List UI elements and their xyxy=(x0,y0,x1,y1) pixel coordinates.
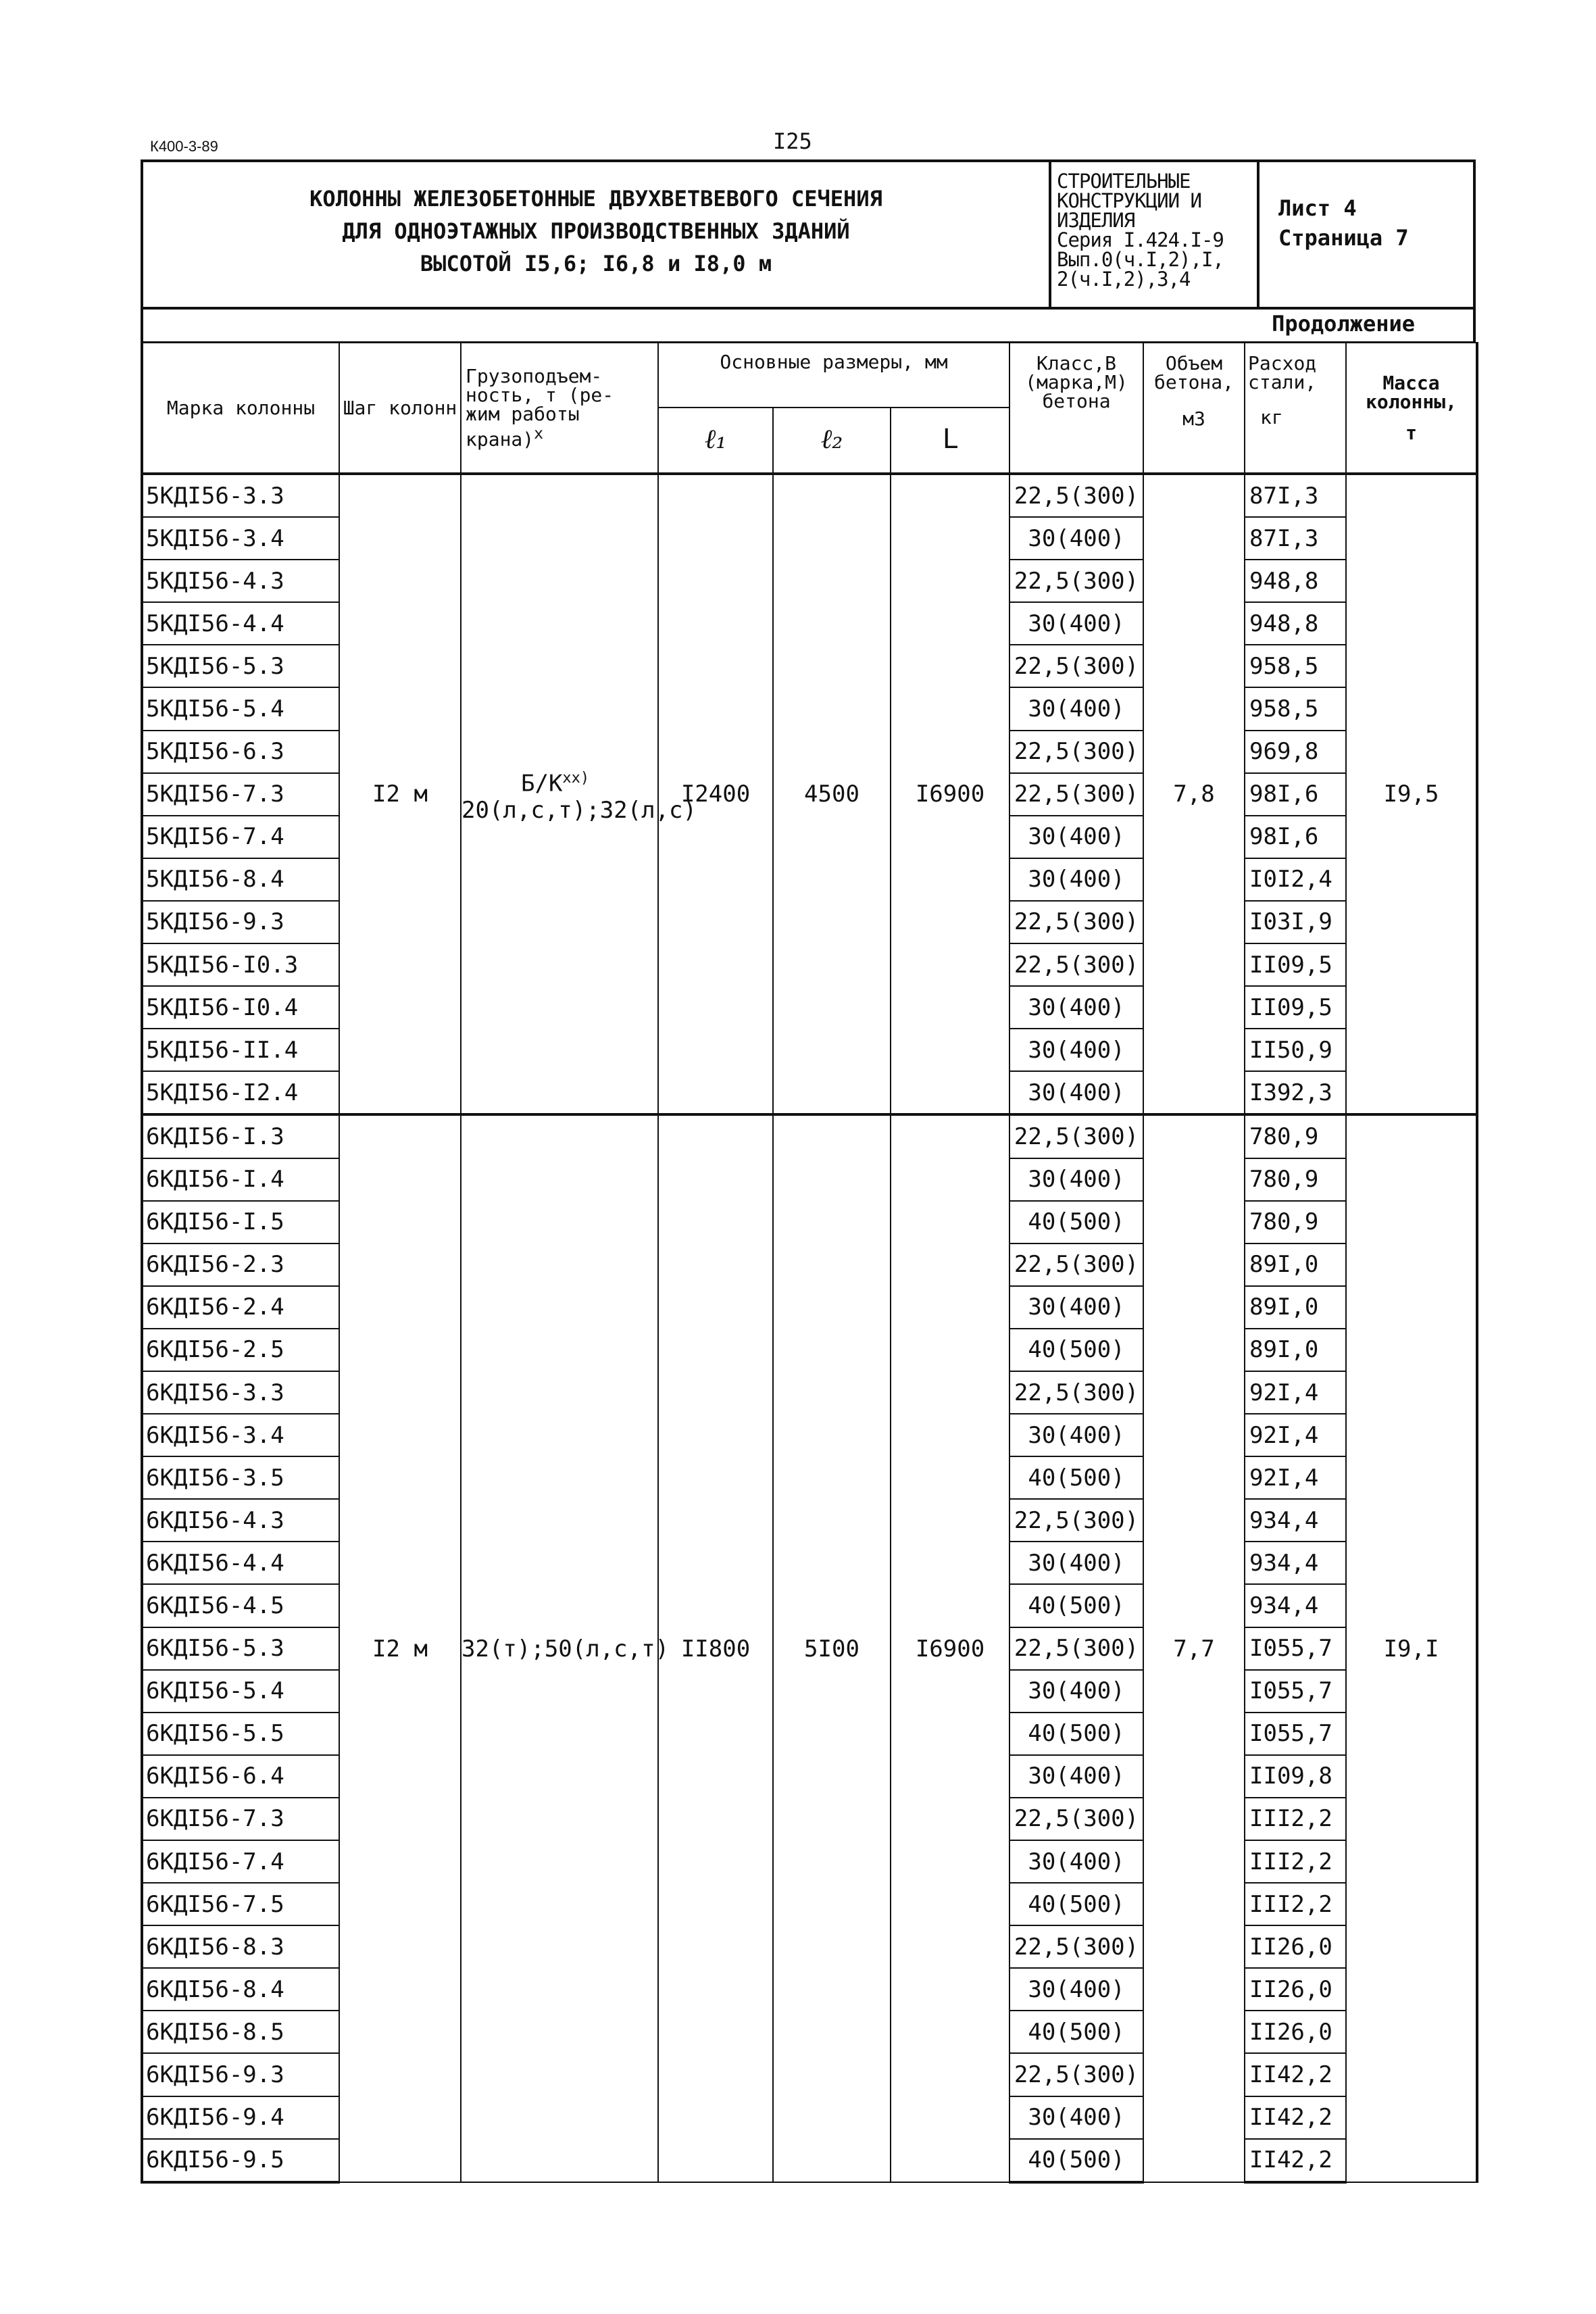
steel-consumption: 780,9 xyxy=(1245,1114,1346,1158)
concrete-class: 30(400) xyxy=(1009,1158,1143,1201)
column-mark: 6КДI56-9.4 xyxy=(142,2096,339,2139)
column-mark: 5КДI56-5.4 xyxy=(142,687,339,730)
concrete-class: 40(500) xyxy=(1009,2011,1143,2053)
document-title xyxy=(143,182,1049,280)
concrete-class: 30(400) xyxy=(1009,1286,1143,1329)
column-mark: 6КДI56-3.4 xyxy=(142,1414,339,1456)
concrete-class: 22,5(300) xyxy=(1009,1627,1143,1670)
header-capacity: Грузоподъем- ность, т (ре- жим работы крана)$^х$ xyxy=(461,343,658,474)
column-mark: 6КДI56-8.3 xyxy=(142,1925,339,1968)
concrete-class: 22,5(300) xyxy=(1009,1499,1143,1542)
dim-l1: I2400 xyxy=(658,474,773,1114)
column-mark: 6КДI56-7.3 xyxy=(142,1798,339,1840)
title-line: ВЫСОТОЙ I5,6; I6,8 и I8,0 м xyxy=(420,251,772,276)
series-line: КОНСТРУКЦИИ И xyxy=(1057,189,1201,212)
steel-consumption: II42,2 xyxy=(1245,2096,1346,2139)
steel-consumption: 87I,3 xyxy=(1245,474,1346,517)
concrete-class: 22,5(300) xyxy=(1009,731,1143,773)
steel-consumption: II42,2 xyxy=(1245,2053,1346,2096)
steel-consumption: 934,4 xyxy=(1245,1499,1346,1542)
column-mark: 6КДI56-2.4 xyxy=(142,1286,339,1329)
column-mark: 5КДI56-9.3 xyxy=(142,901,339,943)
column-mark: 5КДI56-I0.3 xyxy=(142,943,339,986)
capacity-mode: Б/К xyxy=(521,769,563,797)
column-mark: 5КДI56-6.3 xyxy=(142,731,339,773)
concrete-class: 22,5(300) xyxy=(1009,901,1143,943)
steel-consumption: II26,0 xyxy=(1245,1925,1346,1968)
steel-consumption: 934,4 xyxy=(1245,1542,1346,1584)
columns-table xyxy=(141,342,1478,2184)
steel-consumption: II09,5 xyxy=(1245,943,1346,986)
document-code: К400-3-89 xyxy=(150,138,218,155)
table-row xyxy=(142,474,1477,517)
concrete-class: 30(400) xyxy=(1009,517,1143,560)
header-volume: Объем бетона, м3 xyxy=(1143,343,1245,474)
concrete-class: 30(400) xyxy=(1009,1968,1143,2011)
crane-capacity: 32(т);50(л,с,т) xyxy=(461,1114,658,2182)
concrete-class: 30(400) xyxy=(1009,858,1143,901)
steel-consumption: I055,7 xyxy=(1245,1627,1346,1670)
steel-consumption: 89I,0 xyxy=(1245,1329,1346,1371)
concrete-class: 40(500) xyxy=(1009,1201,1143,1244)
steel-consumption: 87I,3 xyxy=(1245,517,1346,560)
dim-l2: 5I00 xyxy=(773,1114,891,2182)
column-mark: 5КДI56-7.4 xyxy=(142,816,339,858)
steel-consumption: I0I2,4 xyxy=(1245,858,1346,901)
column-mark: 5КДI56-I2.4 xyxy=(142,1071,339,1114)
divider xyxy=(1049,162,1051,307)
steel-consumption: 89I,0 xyxy=(1245,1244,1346,1286)
column-mark: 5КДI56-4.3 xyxy=(142,560,339,602)
series-line: ИЗДЕЛИЯ xyxy=(1057,209,1135,232)
steel-consumption: III2,2 xyxy=(1245,1883,1346,1925)
steel-consumption: II09,5 xyxy=(1245,986,1346,1029)
steel-consumption: 958,5 xyxy=(1245,687,1346,730)
steel-consumption: II42,2 xyxy=(1245,2139,1346,2182)
concrete-class: 30(400) xyxy=(1009,1542,1143,1584)
column-mark: 6КДI56-5.5 xyxy=(142,1713,339,1755)
series-line: Серия I.424.I-9 xyxy=(1057,228,1224,251)
column-mark: 6КДI56-6.4 xyxy=(142,1755,339,1798)
column-mark: 5КДI56-3.3 xyxy=(142,474,339,517)
steel-consumption: II26,0 xyxy=(1245,2011,1346,2053)
concrete-class: 30(400) xyxy=(1009,2096,1143,2139)
column-mark: 6КДI56-5.4 xyxy=(142,1670,339,1713)
column-mass: I9,5 xyxy=(1346,474,1477,1114)
column-step: I2 м xyxy=(339,1114,461,2182)
divider xyxy=(1257,162,1260,307)
concrete-class: 22,5(300) xyxy=(1009,1798,1143,1840)
steel-consumption: II50,9 xyxy=(1245,1029,1346,1071)
sheet-number: Лист 4 xyxy=(1278,195,1357,221)
steel-consumption: I055,7 xyxy=(1245,1713,1346,1755)
steel-consumption: 969,8 xyxy=(1245,731,1346,773)
steel-consumption: III2,2 xyxy=(1245,1840,1346,1883)
series-line: Вып.0(ч.I,2),I, xyxy=(1057,248,1224,271)
column-step: I2 м xyxy=(339,474,461,1114)
steel-consumption: 780,9 xyxy=(1245,1158,1346,1201)
steel-consumption: 958,5 xyxy=(1245,645,1346,687)
sheet-info xyxy=(1278,193,1409,253)
header-L: L xyxy=(891,408,1009,474)
column-mark: 6КДI56-2.3 xyxy=(142,1244,339,1286)
steel-consumption: II26,0 xyxy=(1245,1968,1346,2011)
steel-consumption: I03I,9 xyxy=(1245,901,1346,943)
column-mark: 5КДI56-5.3 xyxy=(142,645,339,687)
steel-consumption: I392,3 xyxy=(1245,1071,1346,1114)
capacity-values: 20(л,с,т);32(л,с) xyxy=(462,796,697,824)
concrete-volume: 7,8 xyxy=(1143,474,1245,1114)
column-mark: 5КДI56-8.4 xyxy=(142,858,339,901)
concrete-volume: 7,7 xyxy=(1143,1114,1245,2182)
header-l2: ℓ₂ xyxy=(773,408,891,474)
column-mark: 6КДI56-I.3 xyxy=(142,1114,339,1158)
dim-l2: 4500 xyxy=(773,474,891,1114)
capacity-note: хх) xyxy=(562,769,590,787)
concrete-class: 22,5(300) xyxy=(1009,645,1143,687)
column-mass: I9,I xyxy=(1346,1114,1477,2182)
concrete-class: 22,5(300) xyxy=(1009,1371,1143,1414)
steel-consumption: II09,8 xyxy=(1245,1755,1346,1798)
column-mark: 5КДI56-7.3 xyxy=(142,773,339,816)
concrete-class: 40(500) xyxy=(1009,1456,1143,1499)
steel-consumption: I055,7 xyxy=(1245,1670,1346,1713)
header-steel: Расход стали, кг xyxy=(1245,343,1346,474)
column-mark: 5КДI56-II.4 xyxy=(142,1029,339,1071)
dim-L: I6900 xyxy=(891,1114,1009,2182)
table-row xyxy=(142,1114,1477,1158)
header-step: Шаг колонн xyxy=(339,343,461,474)
page-label: Страница 7 xyxy=(1278,225,1409,251)
steel-consumption: 98I,6 xyxy=(1245,773,1346,816)
steel-consumption: 780,9 xyxy=(1245,1201,1346,1244)
steel-consumption: 92I,4 xyxy=(1245,1414,1346,1456)
column-mark: 6КДI56-7.4 xyxy=(142,1840,339,1883)
table-body xyxy=(142,474,1477,2182)
header-mark: Марка колонны xyxy=(142,343,339,474)
continuation-label: Продолжение xyxy=(1272,311,1415,337)
concrete-class: 22,5(300) xyxy=(1009,1244,1143,1286)
column-mark: 6КДI56-8.5 xyxy=(142,2011,339,2053)
steel-consumption: 92I,4 xyxy=(1245,1371,1346,1414)
column-mark: 6КДI56-3.3 xyxy=(142,1371,339,1414)
column-mark: 6КДI56-I.5 xyxy=(142,1201,339,1244)
concrete-class: 30(400) xyxy=(1009,986,1143,1029)
steel-consumption: 89I,0 xyxy=(1245,1286,1346,1329)
concrete-class: 40(500) xyxy=(1009,1713,1143,1755)
column-mark: 6КДI56-4.5 xyxy=(142,1584,339,1627)
column-mark: 6КДI56-3.5 xyxy=(142,1456,339,1499)
steel-consumption: 934,4 xyxy=(1245,1584,1346,1627)
column-mark: 5КДI56-I0.4 xyxy=(142,986,339,1029)
series-line: СТРОИТЕЛЬНЫЕ xyxy=(1057,170,1191,193)
concrete-class: 30(400) xyxy=(1009,1414,1143,1456)
dim-L: I6900 xyxy=(891,474,1009,1114)
concrete-class: 40(500) xyxy=(1009,2139,1143,2182)
concrete-class: 30(400) xyxy=(1009,1755,1143,1798)
page-number: I25 xyxy=(773,128,812,154)
header-class: Класс,В (марка,М) бетона xyxy=(1009,343,1143,474)
concrete-class: 22,5(300) xyxy=(1009,560,1143,602)
column-mark: 6КДI56-5.3 xyxy=(142,1627,339,1670)
concrete-class: 22,5(300) xyxy=(1009,773,1143,816)
header-dimensions: Основные размеры, мм xyxy=(658,343,1009,408)
title-line: ДЛЯ ОДНОЭТАЖНЫХ ПРОИЗВОДСТВЕННЫХ ЗДАНИЙ xyxy=(342,218,850,244)
column-mark: 6КДI56-I.4 xyxy=(142,1158,339,1201)
column-mark: 6КДI56-8.4 xyxy=(142,1968,339,2011)
concrete-class: 22,5(300) xyxy=(1009,2053,1143,2096)
steel-consumption: 948,8 xyxy=(1245,560,1346,602)
concrete-class: 22,5(300) xyxy=(1009,1114,1143,1158)
concrete-class: 30(400) xyxy=(1009,1071,1143,1114)
concrete-class: 22,5(300) xyxy=(1009,474,1143,517)
column-mark: 5КДI56-4.4 xyxy=(142,602,339,645)
concrete-class: 30(400) xyxy=(1009,1029,1143,1071)
concrete-class: 30(400) xyxy=(1009,1670,1143,1713)
steel-consumption: 92I,4 xyxy=(1245,1456,1346,1499)
title-block xyxy=(141,159,1476,310)
column-mark: 6КДI56-9.5 xyxy=(142,2139,339,2182)
column-mark: 5КДI56-3.4 xyxy=(142,517,339,560)
concrete-class: 40(500) xyxy=(1009,1883,1143,1925)
header-mass: Масса колонны, т xyxy=(1346,343,1477,474)
series-info xyxy=(1057,172,1224,289)
concrete-class: 22,5(300) xyxy=(1009,1925,1143,1968)
steel-consumption: III2,2 xyxy=(1245,1798,1346,1840)
column-mark: 6КДI56-7.5 xyxy=(142,1883,339,1925)
concrete-class: 30(400) xyxy=(1009,602,1143,645)
continuation-bar xyxy=(141,310,1476,343)
column-mark: 6КДI56-2.5 xyxy=(142,1329,339,1371)
column-mark: 6КДI56-4.3 xyxy=(142,1499,339,1542)
concrete-class: 30(400) xyxy=(1009,1840,1143,1883)
column-mark: 6КДI56-4.4 xyxy=(142,1542,339,1584)
concrete-class: 30(400) xyxy=(1009,687,1143,730)
steel-consumption: 98I,6 xyxy=(1245,816,1346,858)
series-line: 2(ч.I,2),3,4 xyxy=(1057,268,1191,291)
crane-capacity xyxy=(461,474,697,1114)
concrete-class: 40(500) xyxy=(1009,1329,1143,1371)
concrete-class: 22,5(300) xyxy=(1009,943,1143,986)
dim-l1: II800 xyxy=(658,1114,773,2182)
concrete-class: 40(500) xyxy=(1009,1584,1143,1627)
steel-consumption: 948,8 xyxy=(1245,602,1346,645)
column-mark: 6КДI56-9.3 xyxy=(142,2053,339,2096)
concrete-class: 30(400) xyxy=(1009,816,1143,858)
title-line: КОЛОННЫ ЖЕЛЕЗОБЕТОННЫЕ ДВУХВЕТВЕВОГО СЕЧЕНИЯ xyxy=(309,186,882,212)
header-l1: ℓ₁ xyxy=(658,408,773,474)
